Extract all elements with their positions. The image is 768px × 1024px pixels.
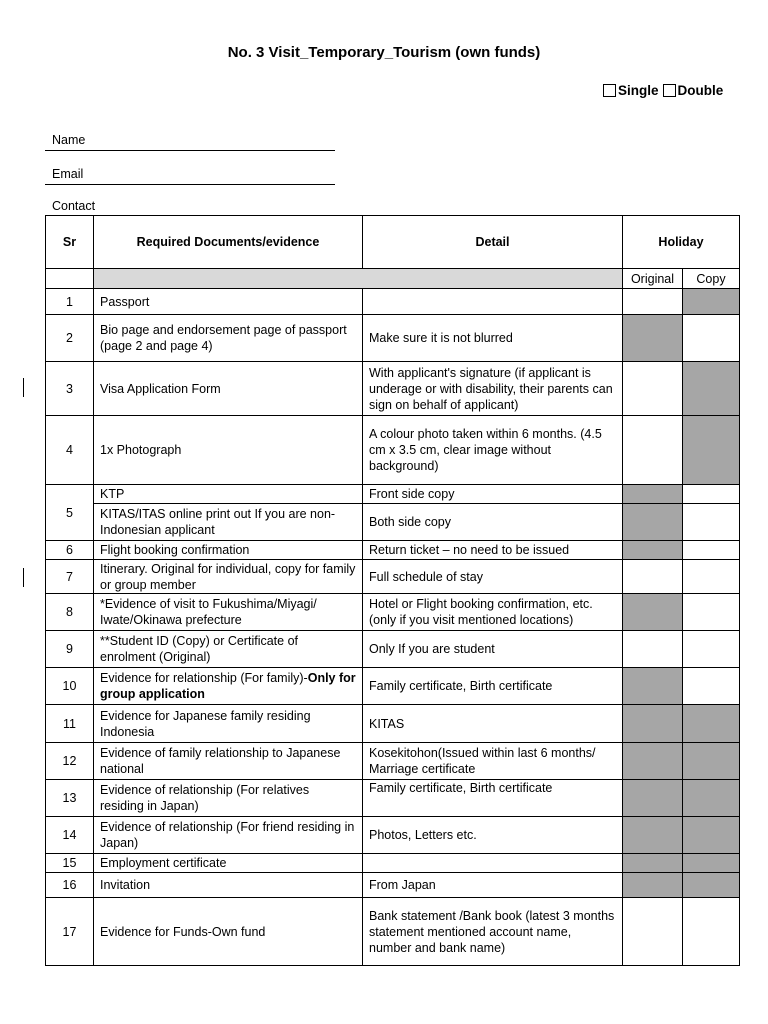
row-detail: With applicant's signature (if applicant is underage or with disability, their parents can sign on behalf of applicant) [363, 362, 623, 416]
copy-cell-shaded [683, 854, 740, 873]
original-cell[interactable] [623, 362, 683, 416]
row-document: Evidence for Japanese family residing Indonesia [94, 705, 363, 743]
email-label: Email [52, 167, 84, 181]
row-detail: Hotel or Flight booking confirmation, etc. (only if you visit mentioned locations) [363, 594, 623, 631]
original-cell[interactable] [623, 560, 683, 594]
table-row [46, 854, 740, 873]
table-row [46, 315, 740, 362]
table-row [46, 362, 740, 416]
row-document: Passport [94, 289, 363, 315]
row-sr: 1 [46, 289, 94, 315]
row-sr: 2 [46, 315, 94, 362]
document-title: No. 3 Visit_Temporary_Tourism (own funds) [227, 44, 541, 61]
original-cell-shaded [623, 594, 683, 631]
name-label: Name [52, 133, 86, 147]
copy-cell-shaded [683, 705, 740, 743]
copy-cell[interactable] [683, 504, 740, 541]
row-document: *Evidence of visit to Fukushima/Miyagi/ Iwate/Okinawa prefecture [94, 594, 363, 631]
single-label: Single [618, 83, 659, 98]
row-document: Flight booking confirmation [94, 541, 363, 560]
original-cell-shaded [623, 485, 683, 504]
row-detail: Make sure it is not blurred [363, 315, 623, 362]
original-cell[interactable] [623, 416, 683, 485]
table-row [46, 485, 740, 504]
row-detail: Family certificate, Birth certificate [363, 780, 623, 817]
original-cell[interactable] [623, 289, 683, 315]
table-row [46, 541, 740, 560]
table-row [46, 289, 740, 315]
single-checkbox[interactable] [603, 84, 616, 97]
email-field[interactable] [45, 184, 335, 185]
row-document: **Student ID (Copy) or Certificate of enrolment (Original) [94, 631, 363, 668]
row-sr: 4 [46, 416, 94, 485]
text-cursor-mark [23, 378, 24, 397]
original-cell[interactable] [623, 898, 683, 966]
table-row [46, 873, 740, 898]
option-single[interactable] [603, 83, 659, 98]
row-detail: KITAS [363, 705, 623, 743]
header-copy: Copy [683, 269, 740, 289]
original-cell-shaded [623, 817, 683, 854]
row-sr: 6 [46, 541, 94, 560]
header-original: Original [623, 269, 683, 289]
table-subheader-row [46, 269, 740, 289]
table-row [46, 560, 740, 594]
table-row [46, 780, 740, 817]
row-document: Itinerary. Original for individual, copy for family or group member [94, 560, 363, 594]
row-document: 1x Photograph [94, 416, 363, 485]
row-sr: 8 [46, 594, 94, 631]
row-sr: 16 [46, 873, 94, 898]
copy-cell-shaded [683, 289, 740, 315]
row-sr: 14 [46, 817, 94, 854]
header-detail: Detail [363, 216, 623, 269]
table-row [46, 817, 740, 854]
original-cell-shaded [623, 668, 683, 705]
row-document: Evidence of relationship (For friend residing in Japan) [94, 817, 363, 854]
table-header-row [46, 216, 740, 269]
copy-cell-shaded [683, 416, 740, 485]
original-cell-shaded [623, 705, 683, 743]
header-holiday: Holiday [623, 216, 740, 269]
copy-cell[interactable] [683, 668, 740, 705]
row-detail: Family certificate, Birth certificate [363, 668, 623, 705]
double-checkbox[interactable] [663, 84, 676, 97]
row-sr: 13 [46, 780, 94, 817]
copy-cell-shaded [683, 743, 740, 780]
row-sr: 9 [46, 631, 94, 668]
header-documents: Required Documents/evidence [94, 216, 363, 269]
row-sr: 11 [46, 705, 94, 743]
copy-cell[interactable] [683, 485, 740, 504]
row-sr: 7 [46, 560, 94, 594]
document-emphasis: Only for group application [100, 671, 356, 701]
row-detail: Full schedule of stay [363, 560, 623, 594]
name-field[interactable] [45, 150, 335, 151]
subheader-blank [46, 269, 94, 289]
row-document [94, 668, 363, 705]
row-document: KITAS/ITAS online print out If you are non-Indonesian applicant [94, 504, 363, 541]
copy-cell[interactable] [683, 594, 740, 631]
row-document: Evidence for Funds-Own fund [94, 898, 363, 966]
row-sr: 15 [46, 854, 94, 873]
table-row [46, 743, 740, 780]
table-row [46, 668, 740, 705]
contact-label: Contact [52, 199, 96, 213]
table-row [46, 594, 740, 631]
row-sr: 10 [46, 668, 94, 705]
original-cell-shaded [623, 873, 683, 898]
table-row [46, 504, 740, 541]
row-detail: From Japan [363, 873, 623, 898]
copy-cell[interactable] [683, 541, 740, 560]
original-cell-shaded [623, 780, 683, 817]
documents-table [45, 215, 740, 966]
row-detail: Only If you are student [363, 631, 623, 668]
original-cell-shaded [623, 504, 683, 541]
row-detail: A colour photo taken within 6 months. (4.5 cm x 3.5 cm, clear image without background) [363, 416, 623, 485]
double-label: Double [677, 83, 724, 98]
original-cell-shaded [623, 315, 683, 362]
header-sr: Sr [46, 216, 94, 269]
row-document: Invitation [94, 873, 363, 898]
row-detail: Bank statement /Bank book (latest 3 months statement mentioned account name, number and bank name) [363, 898, 623, 966]
row-sr: 12 [46, 743, 94, 780]
copy-cell-shaded [683, 817, 740, 854]
row-document: Bio page and endorsement page of passport (page 2 and page 4) [94, 315, 363, 362]
table-row [46, 705, 740, 743]
copy-cell-shaded [683, 873, 740, 898]
copy-cell[interactable] [683, 315, 740, 362]
row-sr: 5 [46, 485, 94, 541]
copy-cell-shaded [683, 362, 740, 416]
row-detail [363, 854, 623, 873]
row-document: Visa Application Form [94, 362, 363, 416]
row-document: Employment certificate [94, 854, 363, 873]
copy-cell[interactable] [683, 560, 740, 594]
table-row [46, 631, 740, 668]
copy-cell-shaded [683, 780, 740, 817]
original-cell-shaded [623, 541, 683, 560]
copy-cell[interactable] [683, 631, 740, 668]
row-document: KTP [94, 485, 363, 504]
row-document: Evidence of relationship (For relatives residing in Japan) [94, 780, 363, 817]
text-cursor-mark [23, 568, 24, 587]
original-cell[interactable] [623, 631, 683, 668]
visa-type-options [603, 83, 727, 98]
document-text: Evidence for relationship (For family)- [100, 671, 308, 685]
row-detail: Photos, Letters etc. [363, 817, 623, 854]
subheader-band [94, 269, 623, 289]
row-detail: Return ticket – no need to be issued [363, 541, 623, 560]
row-detail: Kosekitohon(Issued within last 6 months/ Marriage certificate [363, 743, 623, 780]
row-sr: 3 [46, 362, 94, 416]
original-cell-shaded [623, 854, 683, 873]
table-row [46, 898, 740, 966]
option-double[interactable] [663, 83, 724, 98]
row-sr: 17 [46, 898, 94, 966]
row-document: Evidence of family relationship to Japanese national [94, 743, 363, 780]
table-row [46, 416, 740, 485]
original-cell-shaded [623, 743, 683, 780]
copy-cell[interactable] [683, 898, 740, 966]
row-detail [363, 289, 623, 315]
row-detail: Both side copy [363, 504, 623, 541]
row-detail: Front side copy [363, 485, 623, 504]
